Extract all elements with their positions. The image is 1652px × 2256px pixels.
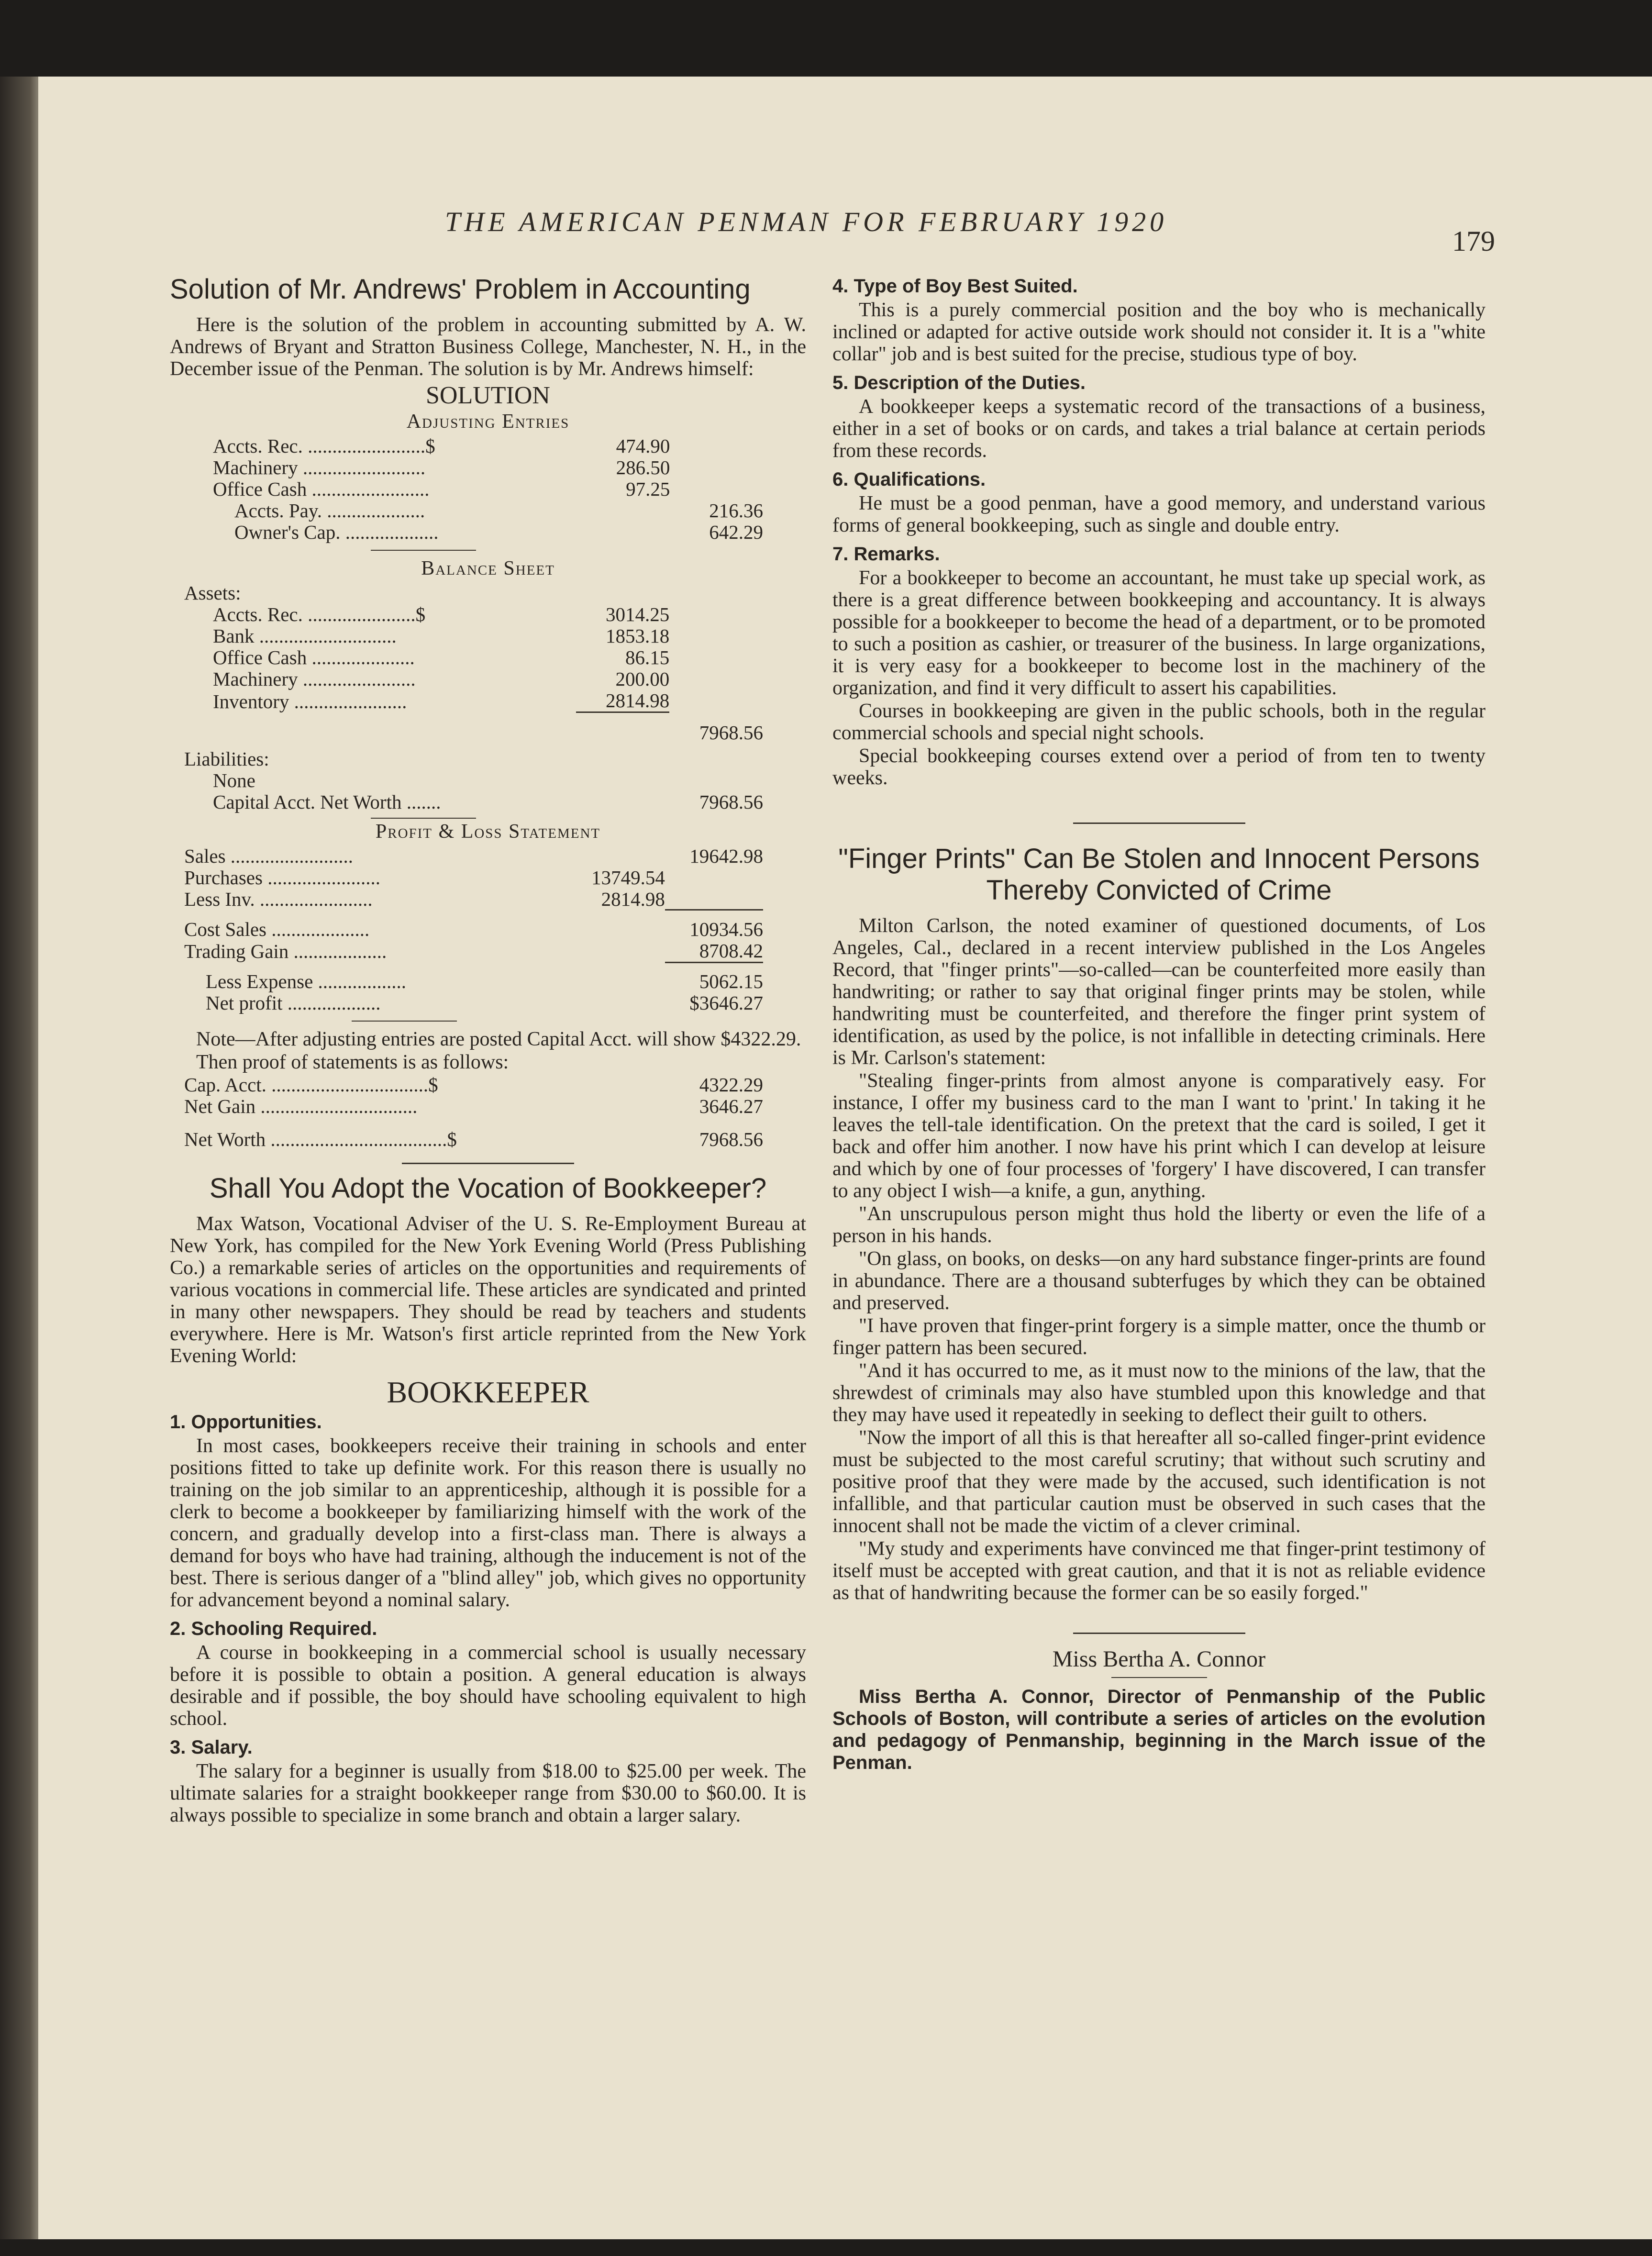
account-row — [184, 889, 763, 910]
remarks-paragraph-2: Courses in bookkeeping are given in the public schools, both in the regular commercial schools and special night schools. — [832, 700, 1486, 744]
account-amount-col2 — [669, 770, 764, 791]
article-title-andrews: Solution of Mr. Andrews' Problem in Accounting — [170, 274, 751, 305]
account-amount-col2: 216.36 — [709, 500, 763, 522]
account-row — [213, 522, 763, 543]
row-spacer — [184, 962, 763, 971]
remarks-paragraph-3: Special bookkeeping courses extend over a period of from ten to twenty weeks. — [832, 745, 1486, 789]
connor-heading: Miss Bertha A. Connor — [1052, 1646, 1266, 1672]
account-row — [213, 647, 763, 668]
account-amount-col1 — [577, 500, 670, 522]
account-amount-col1 — [567, 845, 665, 867]
account-label: Sales ......................... — [184, 845, 354, 867]
account-amount-col1: 2814.98 — [606, 689, 670, 711]
liabilities-label-table — [184, 748, 763, 770]
divider — [1111, 1677, 1207, 1678]
assets-total: 7968.56 — [699, 721, 763, 744]
account-amount-col1 — [567, 992, 665, 1014]
proof-table — [184, 1074, 763, 1150]
account-label: Net profit ................... — [206, 992, 381, 1014]
right-column — [832, 275, 1486, 1775]
finger-prints-paragraph: Milton Carlson, the noted examiner of questioned documents, of Los Angeles, Cal., declared in a recent interview published in the Los Angeles Record, that "finger prints"—so-called—can be counterfeited more easily than handwriting; or rather to say that original finger prints may be stolen, while handwriting must be counterfeited, and therefore the finger print system of identification, as used by the police, is not infallible in detecting criminals. Here is Mr. Carlson's statement: — [832, 915, 1486, 1069]
account-amount-col2: 8708.42 — [699, 939, 763, 962]
account-amount-col2: $3646.27 — [689, 992, 763, 1014]
net-worth-label: Net Worth ....................................$ — [184, 1128, 457, 1150]
account-row — [213, 770, 763, 791]
proof-value: 4322.29 — [699, 1074, 763, 1096]
account-label: Accts. Rec. ........................$ — [213, 435, 435, 457]
account-label: Accts. Rec. ......................$ — [213, 603, 426, 625]
account-row — [213, 690, 763, 712]
account-amount-col2: 10934.56 — [689, 918, 763, 940]
account-label: None — [213, 769, 255, 791]
article-title-finger-prints: "Finger Prints" Can Be Stolen and Innocent Persons Thereby Convicted of Crime — [838, 843, 1480, 906]
account-amount-col1: 2814.98 — [601, 888, 665, 910]
account-amount-col1: 1853.18 — [606, 625, 670, 647]
capital-note: Note—After adjusting entries are posted Capital Acct. will show $4322.29. — [196, 1028, 801, 1050]
account-row — [184, 971, 763, 992]
account-amount-col1 — [567, 919, 665, 940]
divider — [352, 1021, 457, 1022]
section-text-schooling: A course in bookkeeping in a commercial school is usually necessary before it is possible to obtain a position. A general education is always desirable and if possible, the boy should have schooling equivalent to high school. — [170, 1642, 806, 1730]
account-row — [213, 604, 763, 625]
account-amount-col2 — [670, 478, 763, 500]
account-amount-col1: 86.15 — [625, 646, 670, 668]
divider — [371, 550, 476, 551]
account-label: Capital Acct. Net Worth ....... — [213, 790, 441, 813]
account-amount-col1 — [578, 770, 669, 791]
profit-loss-table — [184, 845, 763, 1014]
account-amount-col2: 19642.98 — [689, 845, 763, 867]
account-row — [184, 919, 763, 940]
account-amount-col1 — [578, 791, 669, 813]
account-row — [213, 791, 763, 813]
account-amount-col2 — [665, 889, 763, 910]
divider — [402, 1163, 574, 1164]
account-row — [213, 435, 763, 457]
watson-intro: Max Watson, Vocational Adviser of the U. S. Re-Employment Bureau at New York, has compiled for the New York Evening World (Press Publishing Co.) a remarkable series of articles on the opportunities and requirements of various vocations in commercial life. These articles are syndicated and printed in many other newspapers. They should be read by teachers and students everywhere. Here is Mr. Watson's first article reprinted from the New York Evening World: — [170, 1213, 806, 1367]
finger-prints-paragraph: "On glass, on books, on desks—on any hard substance finger-prints are found in abundance. There are a thousand subterfuges by which they can be obtained and preserved. — [832, 1248, 1486, 1314]
proof-row — [184, 1096, 763, 1117]
account-label: Less Inv. ....................... — [184, 888, 373, 910]
account-amount-col2 — [669, 690, 763, 712]
account-amount-col1: 3014.25 — [606, 603, 670, 625]
account-label: Machinery ....................... — [213, 668, 416, 690]
account-row — [184, 867, 763, 889]
account-label: Trading Gain ................... — [184, 940, 387, 962]
account-row — [213, 500, 763, 522]
divider — [1073, 822, 1245, 824]
account-amount-col2: 642.29 — [709, 521, 763, 543]
liabilities-table — [213, 770, 763, 813]
account-amount-col1: 97.25 — [626, 478, 670, 500]
account-amount-col2 — [669, 604, 763, 625]
running-head: THE AMERICAN PENMAN FOR FEBRUARY 1920 — [445, 206, 1168, 237]
account-row — [213, 457, 763, 478]
account-amount-col1 — [567, 940, 665, 963]
account-row — [213, 668, 763, 690]
balance-sheet-heading: Balance Sheet — [421, 557, 555, 579]
account-amount-col2 — [665, 867, 763, 889]
left-column — [170, 268, 806, 1827]
account-row — [213, 625, 763, 647]
assets-label-table — [184, 582, 763, 604]
account-row — [213, 478, 763, 500]
finger-prints-paragraph: "Now the import of all this is that hereafter all so-called finger-print evidence must be subjected to the most careful scrutiny; that without such scrutiny and positive proof that they were made by the accused, such identification is not infallible, and that particular caution must be observed in such cases that the innocent shall not be made the victim of a clever criminal. — [832, 1427, 1486, 1537]
account-amount-col2: 5062.15 — [699, 970, 763, 992]
net-worth-value: 7968.56 — [699, 1128, 763, 1150]
page-number: 179 — [1452, 225, 1495, 257]
account-amount-col1 — [567, 971, 665, 992]
proof-value: 3646.27 — [699, 1095, 763, 1117]
account-amount-col2 — [670, 457, 763, 478]
account-label: Owner's Cap. ................... — [234, 521, 439, 543]
section-title-salary: 3. Salary. — [170, 1737, 253, 1758]
section-title-qualifications: 6. Qualifications. — [832, 469, 986, 490]
divider — [371, 818, 476, 819]
adjusting-entries-heading: Adjusting Entries — [406, 411, 570, 433]
account-label: Cost Sales .................... — [184, 918, 370, 940]
account-amount-col1 — [577, 522, 670, 543]
account-label: Office Cash ..................... — [213, 646, 415, 668]
divider — [1073, 1633, 1245, 1634]
proof-label: Net Gain ................................ — [184, 1095, 418, 1117]
account-amount-col1: 13749.54 — [591, 866, 665, 889]
proof-row — [184, 1074, 763, 1096]
account-label: Bank ............................ — [213, 625, 397, 647]
account-row — [184, 940, 763, 963]
solution-heading: SOLUTION — [426, 382, 550, 409]
connor-announcement: Miss Bertha A. Connor, Director of Penmanship of the Public Schools of Boston, will contribute a series of articles on the evolution and pedagogy of Penmanship, beginning in the March issue of the Penman. — [832, 1686, 1486, 1773]
section-text-type-of-boy: This is a purely commercial position and the boy who is mechanically inclined or adapted for active outside work should not consider it. It is a "white collar" job and is best suited for the precise, studious type of boy. — [832, 299, 1486, 365]
account-amount-col1: 200.00 — [615, 668, 670, 690]
remarks-paragraph-1: For a bookkeeper to become an accountant, he must take up special work, as there is a great difference between bookkeeping and accountancy. It is always possible for a bookkeeper to become the head of a department, or to be promoted to such a position as cashier, or treasurer of the business. In large organizations, it is very easy for a bookkeeper to become lost in the machinery of the organization, and find it very difficult to assert his capabilities. — [832, 567, 1486, 699]
section-title-type-of-boy: 4. Type of Boy Best Suited. — [832, 276, 1078, 297]
section-title-duties: 5. Description of the Duties. — [832, 372, 1086, 393]
section-text-opportunities: In most cases, bookkeepers receive their training in schools and enter positions fitted to take up definite work. For this reason there is usually no training on the job similar to an apprenticeship, although it is possible for a clerk to become a bookkeeper by familiarizing himself with the work of the concern, and gradually develop into a first-class man. There is always a demand for boys who have had training, although the inducement is not of the best. There is serious danger of a "blind alley" job, which gives no opportunity for advancement beyond a nominal salary. — [170, 1435, 806, 1611]
account-amount-col2: 7968.56 — [699, 790, 763, 813]
proof-intro: Then proof of statements is as follows: — [196, 1051, 509, 1073]
account-label: Inventory ....................... — [213, 690, 407, 712]
section-title-opportunities: 1. Opportunities. — [170, 1411, 322, 1433]
finger-prints-paragraph: "Stealing finger-prints from almost anyone is comparatively easy. For instance, I offer my business card to the man I want to 'print.' In taking it he leaves the tell-tale identification. On the pretext that the card is soiled, I get it back and offer him another. I now have his print which I can develop at leisure and which by one of four processes of 'forgery' I have discovered, I can transfer to any object I wish—a knife, a gun, anything. — [832, 1070, 1486, 1202]
account-row — [184, 992, 763, 1014]
account-amount-col1: 286.50 — [616, 456, 670, 478]
finger-prints-paragraph: "I have proven that finger-print forgery is a simple matter, once the thumb or finger pattern has been secured. — [832, 1315, 1486, 1359]
liabilities-label: Liabilities: — [184, 747, 269, 770]
account-label: Office Cash ........................ — [213, 478, 430, 500]
article-title-bookkeeper-vocation: Shall You Adopt the Vocation of Bookkeeper? — [209, 1173, 767, 1204]
assets-table — [213, 604, 763, 744]
account-row — [184, 845, 763, 867]
row-spacer — [184, 910, 763, 919]
section-text-salary: The salary for a beginner is usually from $18.00 to $25.00 per week. The ultimate salaries for a straight bookkeeper range from $30.00 to $60.00. It is always possible to specialize in some branch and obtain a larger salary. — [170, 1760, 806, 1826]
finger-prints-paragraph: "My study and experiments have convinced me that finger-print testimony of itself must be accepted with great caution, and that it is not as reliable evidence as that of handwriting because the former can be so easily forged." — [832, 1538, 1486, 1604]
account-amount-col1: 474.90 — [616, 435, 670, 457]
section-title-schooling: 2. Schooling Required. — [170, 1618, 377, 1639]
proof-label: Cap. Acct. ................................$ — [184, 1074, 438, 1096]
section-text-duties: A bookkeeper keeps a systematic record of the transactions of a business, either in a set of books or on cards, and takes a trial balance at certain periods from these records. — [832, 396, 1486, 462]
account-label: Machinery ......................... — [213, 456, 426, 478]
finger-prints-paragraph: "An unscrupulous person might thus hold the liberty or even the life of a person in his hands. — [832, 1203, 1486, 1247]
account-amount-col2 — [669, 668, 763, 690]
andrews-intro: Here is the solution of the problem in accounting submitted by A. W. Andrews of Bryant and Stratton Business College, Manchester, N. H., in the December issue of the Penman. The solution is by Mr. Andrews himself: — [170, 314, 806, 380]
account-label: Purchases ....................... — [184, 866, 380, 889]
finger-prints-paragraph: "And it has occurred to me, as it must now to the minions of the law, that the shrewdest of criminals may also have stumbled upon this knowledge and that they may have used it repeatedly in seeking to deflect their guilt to others. — [832, 1360, 1486, 1426]
adjusting-entries-table — [213, 435, 763, 543]
account-label: Less Expense .................. — [206, 970, 407, 992]
assets-label: Assets: — [184, 582, 241, 604]
account-amount-col2 — [669, 647, 763, 668]
section-title-remarks: 7. Remarks. — [832, 544, 940, 565]
account-amount-col2 — [670, 435, 763, 457]
section-text-qualifications: He must be a good penman, have a good memory, and understand various forms of general bookkeeping, such as single and double entry. — [832, 492, 1486, 536]
profit-loss-heading: Profit & Loss Statement — [375, 820, 601, 843]
account-amount-col2 — [669, 625, 763, 647]
bookkeeper-heading: BOOKKEEPER — [387, 1375, 589, 1409]
account-label: Accts. Pay. .................... — [234, 500, 425, 522]
finger-prints-body — [832, 915, 1486, 1604]
